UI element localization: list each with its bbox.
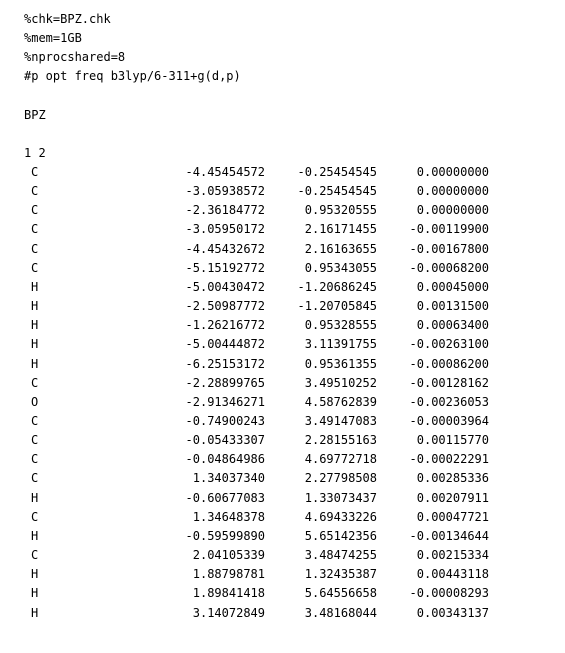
y-coordinate: 3.49510252 [304,375,377,390]
y-coordinate: 0.95328555 [304,318,377,333]
atom-symbol: H [31,318,39,333]
charge-multiplicity: 1 2 [24,146,46,160]
y-coordinate: -1.20705845 [297,299,377,313]
atom-row [0,565,565,583]
atom-row [0,393,565,411]
y-coordinate: -1.20686245 [297,279,377,294]
atom-row [0,546,565,564]
x-coordinate: -5.00444872 [185,337,265,352]
y-coordinate: 2.16163655 [304,241,377,256]
y-coordinate: 3.48474255 [304,548,377,562]
atom-symbol: O [31,394,39,409]
y-coordinate: 3.11391755 [304,337,377,352]
atom-symbol: H [31,567,39,582]
atom-symbol: C [31,241,39,256]
y-coordinate: 1.32435387 [304,567,377,582]
atom-row [0,527,565,545]
y-coordinate: 5.64556658 [304,586,377,601]
atom-symbol: C [31,165,39,179]
z-coordinate: 0.00000000 [416,184,489,199]
atom-symbol: C [31,260,39,275]
atom-row [0,278,565,296]
atom-row [0,259,565,277]
route-line: #p opt freq b3lyp/6-311+g(d,p) [24,69,241,83]
atom-symbol: C [31,471,39,486]
x-coordinate: -4.45454572 [185,165,265,179]
z-coordinate: -0.00003964 [409,413,489,428]
y-coordinate: 4.58762839 [304,394,377,409]
x-coordinate: 1.88798781 [192,567,265,582]
x-coordinate: 3.14072849 [192,605,265,620]
z-coordinate: 0.00343137 [416,605,489,620]
y-coordinate: 0.95320555 [304,203,377,218]
atom-row [0,240,565,258]
atom-symbol: H [31,586,39,601]
z-coordinate: -0.00128162 [409,375,489,390]
x-coordinate: -0.05433307 [185,433,265,448]
atom-row [0,220,565,238]
atom-row [0,316,565,334]
x-coordinate: 1.89841418 [192,586,265,601]
atom-symbol: C [31,452,39,467]
atom-symbol: C [31,433,39,448]
z-coordinate: 0.00000000 [416,165,489,179]
atom-row [0,201,565,219]
atom-row [0,489,565,507]
y-coordinate: 1.33073437 [304,490,377,505]
z-coordinate: 0.00045000 [416,279,489,294]
y-coordinate: 2.16171455 [304,222,377,237]
y-coordinate: 3.49147083 [304,413,377,428]
x-coordinate: -2.50987772 [185,299,265,313]
atom-row [0,374,565,392]
x-coordinate: -3.05950172 [185,222,265,237]
x-coordinate: 1.34648378 [192,509,265,524]
z-coordinate: 0.00131500 [416,299,489,313]
atom-row [0,450,565,468]
nproc-line: %nprocshared=8 [24,50,126,64]
y-coordinate: -0.25454545 [297,184,377,199]
x-coordinate: -2.91346271 [185,394,265,409]
atom-row [0,182,565,200]
memory-line: %mem=1GB [24,31,82,45]
y-coordinate: 4.69433226 [304,509,377,524]
z-coordinate: 0.00215334 [416,548,489,562]
y-coordinate: 0.95361355 [304,356,377,371]
x-coordinate: -2.36184772 [185,203,265,218]
z-coordinate: 0.00207911 [416,490,489,505]
x-coordinate: -4.45432672 [185,241,265,256]
z-coordinate: -0.00068200 [409,260,489,275]
x-coordinate: -0.04864986 [185,452,265,467]
atom-row [0,412,565,430]
atom-symbol: C [31,203,39,218]
x-coordinate: -3.05938572 [185,184,265,199]
z-coordinate: -0.00008293 [409,586,489,601]
x-coordinate: -2.28899765 [185,375,265,390]
z-coordinate: 0.00000000 [416,203,489,218]
z-coordinate: 0.00047721 [416,509,489,524]
z-coordinate: -0.00022291 [409,452,489,467]
atom-row [0,584,565,602]
job-title: BPZ [24,108,46,122]
x-coordinate: -5.00430472 [185,279,265,294]
atom-symbol: C [31,184,39,199]
x-coordinate: 1.34037340 [192,471,265,486]
z-coordinate: 0.00285336 [416,471,489,486]
atom-symbol: C [31,509,39,524]
y-coordinate: 4.69772718 [304,452,377,467]
z-coordinate: -0.00119900 [409,222,489,237]
y-coordinate: 2.28155163 [304,433,377,448]
atom-symbol: C [31,548,39,562]
atom-symbol: H [31,528,39,543]
atom-row [0,604,565,622]
atom-row [0,163,565,181]
z-coordinate: -0.00086200 [409,356,489,371]
checkpoint-line: %chk=BPZ.chk [24,12,111,26]
atom-row [0,431,565,449]
x-coordinate: -6.25153172 [185,356,265,371]
atom-row [0,508,565,526]
atom-symbol: C [31,222,39,237]
x-coordinate: -5.15192772 [185,260,265,275]
atom-symbol: C [31,375,39,390]
y-coordinate: 3.48168044 [304,605,377,620]
x-coordinate: -0.59599890 [185,528,265,543]
z-coordinate: 0.00115770 [416,433,489,448]
atom-row [0,297,565,315]
atom-row [0,469,565,487]
atom-row [0,355,565,373]
z-coordinate: -0.00134644 [409,528,489,543]
z-coordinate: -0.00263100 [409,337,489,352]
y-coordinate: 5.65142356 [304,528,377,543]
y-coordinate: 2.27798508 [304,471,377,486]
atom-symbol: H [31,279,39,294]
y-coordinate: -0.25454545 [297,165,377,179]
atom-symbol: C [31,413,39,428]
atom-symbol: H [31,490,39,505]
atom-symbol: H [31,605,39,620]
atom-row [0,335,565,353]
x-coordinate: -0.74900243 [185,413,265,428]
y-coordinate: 0.95343055 [304,260,377,275]
atom-symbol: H [31,299,39,313]
z-coordinate: 0.00063400 [416,318,489,333]
x-coordinate: -1.26216772 [185,318,265,333]
z-coordinate: -0.00236053 [409,394,489,409]
atom-symbol: H [31,337,39,352]
atom-symbol: H [31,356,39,371]
z-coordinate: 0.00443118 [416,567,489,582]
x-coordinate: -0.60677083 [185,490,265,505]
x-coordinate: 2.04105339 [192,548,265,562]
z-coordinate: -0.00167800 [409,241,489,256]
